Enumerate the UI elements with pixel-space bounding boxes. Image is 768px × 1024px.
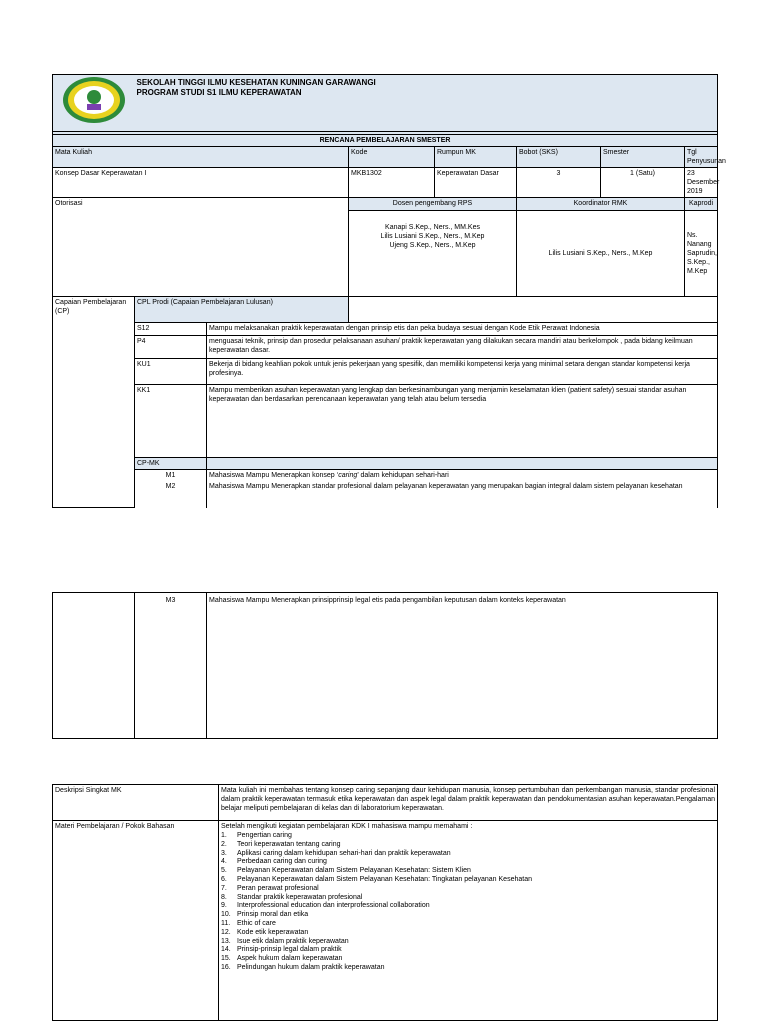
m3-code: M3 xyxy=(135,593,207,739)
cpmk-texts xyxy=(207,470,718,508)
materi-item xyxy=(221,858,715,867)
dosen-names xyxy=(349,211,517,297)
materi-intro: Setelah mengikuti kegiatan pembelajaran KDK I mahasiswa mampu memahami : xyxy=(221,823,473,830)
val-rumpun: Keperawatan Dasar xyxy=(435,168,517,198)
cp-text: Mampu melaksanakan praktik keperawatan dengan prinsip etis dan peka budaya sesuai dengan Kode Etik Perawat Indonesia xyxy=(207,323,718,336)
materi-item-number: 16. xyxy=(221,963,231,971)
m1-text: Mahasiswa Mampu Menerapkan konsep ‘caring’ dalam kehidupan sehari-hari xyxy=(209,472,449,479)
val-semester: 1 (Satu) xyxy=(601,168,685,198)
col-bobot: Bobot (SKS) xyxy=(517,147,601,168)
materi-item xyxy=(221,885,715,894)
materi-item-text: Pelayanan Keperawatan dalam Sistem Pelayanan Kesehatan: Sistem Klien xyxy=(237,867,471,875)
materi-item xyxy=(221,946,715,955)
materi-item-number: 4. xyxy=(221,858,227,866)
college-logo-icon xyxy=(61,75,127,125)
rps-title: RENCANA PEMBELAJARAN SMESTER xyxy=(53,135,718,147)
logo-cell xyxy=(53,75,135,132)
val-tgl: 23 Desember 2019 xyxy=(685,168,718,198)
cp-code: S12 xyxy=(135,323,207,336)
materi-item-text: Kode etik keperawatan xyxy=(237,928,309,936)
cp-text: Mampu memberikan asuhan keperawatan yang lengkap dan berkesinambungan yang menjamin keselamatan klien (patient safety) sesuai standar asuhan keperawatan dan berdasarkan perencanaan keperawatan yang telah atau belum tersedia xyxy=(207,385,718,458)
deskripsi-text: Mata kuliah ini membahas tentang konsep caring sepanjang daur kehidupan manusia, konsep pertumbuhan dan perkembangan manusia, standar profesional dalam praktik keperawatan termasuk etika keperawatan dan aspek legal dalam praktik keperawatan dan pendokumentasian asuhan keperawatan.Pengalaman belajar meliputi pembelajaran di kelas dan di laboratorium keperawatan. xyxy=(219,785,718,821)
materi-item-number: 11. xyxy=(221,919,231,927)
materi-item xyxy=(221,929,715,938)
materi-item-number: 3. xyxy=(221,849,227,857)
materi-item-text: Aplikasi caring dalam kehidupan sehari-hari dan praktik keperawatan xyxy=(237,849,451,857)
materi-item xyxy=(221,876,715,885)
materi-item xyxy=(221,964,715,973)
col-mata-kuliah: Mata Kuliah xyxy=(53,147,349,168)
materi-item xyxy=(221,911,715,920)
m2-text: Mahasiswa Mampu Menerapkan standar profesional dalam pelayanan keperawatan yang merupakan bagian integral dalam sistem pelayanan kesehatan xyxy=(209,483,683,490)
materi-item-text: Teori keperawatan tentang caring xyxy=(237,840,341,848)
cpmk-codes xyxy=(135,470,207,508)
materi-item-text: Peran perawat profesional xyxy=(237,884,319,892)
materi-item-text: Pelayanan Keperawatan dalam Sistem Pelayanan Kesehatan: Tingkatan pelayanan Kesehatan xyxy=(237,875,532,883)
cp-label-cont xyxy=(53,593,135,739)
col-tgl: Tgl Penyusunan xyxy=(685,147,718,168)
materi-item xyxy=(221,894,715,903)
cpl-label: CPL Prodi (Capaian Pembelajaran Lulusan) xyxy=(135,297,349,323)
materi-item-number: 7. xyxy=(221,884,227,892)
cp-code: KU1 xyxy=(135,359,207,385)
materi-item-number: 12. xyxy=(221,928,231,936)
materi-item-number: 9. xyxy=(221,902,227,910)
materi-item-number: 10. xyxy=(221,911,231,919)
m2-code: M2 xyxy=(165,483,176,490)
val-kode: MKB1302 xyxy=(349,168,435,198)
kaprodi-label: Kaprodi xyxy=(685,198,718,211)
m1-code: M1 xyxy=(165,472,176,479)
otorisasi-label: Otorisasi xyxy=(53,198,349,297)
materi-item-number: 6. xyxy=(221,875,227,883)
program-name: PROGRAM STUDI S1 ILMU KEPERAWATAN xyxy=(136,88,302,97)
materi-item-text: Aspek hukum dalam keperawatan xyxy=(237,955,343,963)
materi-item-number: 1. xyxy=(221,832,227,839)
dosen-label: Dosen pengembang RPS xyxy=(349,198,517,211)
dosen-1: Kanapi S.Kep., Ners., MM.Kes xyxy=(385,224,480,231)
materi-item-number: 13. xyxy=(221,937,231,945)
materi-label: Materi Pembelajaran / Pokok Bahasan xyxy=(53,821,219,1021)
cp-code: P4 xyxy=(135,336,207,359)
materi-item-number: 14. xyxy=(221,946,231,954)
materi-item-text: Isue etik dalam praktik keperawatan xyxy=(237,937,349,945)
col-semester: Smester xyxy=(601,147,685,168)
rps-table-page-3 xyxy=(52,784,718,1021)
materi-item xyxy=(221,920,715,929)
materi-item-text: Interprofessional education dan interprofessional collaboration xyxy=(237,902,430,910)
school-name: SEKOLAH TINGGI ILMU KESEHATAN KUNINGAN GARAWANGI xyxy=(136,78,376,87)
materi-item xyxy=(221,841,715,850)
materi-item-number: 15. xyxy=(221,955,231,963)
koordinator-name: Lilis Lusiani S.Kep., Ners., M.Kep xyxy=(517,211,685,297)
school-header-cell xyxy=(135,75,718,132)
materi-item-number: 5. xyxy=(221,867,227,875)
materi-item-number: 2. xyxy=(221,840,227,848)
kaprodi-name: Ns. Nanang Saprudin, S.Kep., M.Kep xyxy=(685,211,718,297)
materi-item-text: Ethic of care xyxy=(237,919,276,927)
materi-item xyxy=(221,850,715,859)
cp-code: KK1 xyxy=(135,385,207,458)
rps-table-page-2 xyxy=(52,592,718,739)
materi-item-text: Perbedaan caring dan curing xyxy=(237,858,327,866)
cpmk-label: CP-MK xyxy=(135,458,207,470)
koordinator-label: Koordinator RMK xyxy=(517,198,685,211)
materi-item xyxy=(221,955,715,964)
materi-item-text: Prinsip-prinsip legal dalam praktik xyxy=(237,946,342,954)
dosen-3: Ujeng S.Kep., Ners., M.Kep xyxy=(389,242,476,249)
cp-text: Bekerja di bidang keahlian pokok untuk jenis pekerjaan yang spesifik, dan memiliki kompetensi kerja yang minimal setara dengan standar kompetensi kerja profesinya. xyxy=(207,359,718,385)
deskripsi-label: Deskripsi Singkat MK xyxy=(53,785,219,821)
materi-list xyxy=(221,832,715,973)
cp-text: menguasai teknik, prinsip dan prosedur pelaksanaan asuhan/ praktik keperawatan yang dilakukan secara mandiri atau berkelompok , pada bidang keilmuan keperawatan dasar. xyxy=(207,336,718,359)
materi-item-number: 8. xyxy=(221,893,227,901)
col-rumpun: Rumpun MK xyxy=(435,147,517,168)
materi-item xyxy=(221,902,715,911)
val-mata-kuliah: Konsep Dasar Keperawatan I xyxy=(53,168,349,198)
materi-item-text: Pelindungan hukum dalam praktik keperawatan xyxy=(237,963,385,971)
materi-item xyxy=(221,938,715,947)
materi-item-text: Prinsip moral dan etika xyxy=(237,911,309,919)
rps-table-page-1 xyxy=(52,74,726,508)
materi-item-text: Standar praktik keperawatan profesional xyxy=(237,893,363,901)
materi-item xyxy=(221,867,715,876)
materi-item xyxy=(221,832,715,841)
cp-label: Capaian Pembelajaran (CP) xyxy=(53,297,135,508)
materi-content xyxy=(219,821,718,1021)
val-bobot: 3 xyxy=(517,168,601,198)
materi-item-text: Pengertian caring xyxy=(237,832,292,839)
dosen-2: Lilis Lusiani S.Kep., Ners., M.Kep xyxy=(380,233,485,240)
m3-text: Mahasiswa Mampu Menerapkan prinsipprinsip legal etis pada pengambilan keputusan dalam konteks keperawatan xyxy=(207,593,718,739)
col-kode: Kode xyxy=(349,147,435,168)
